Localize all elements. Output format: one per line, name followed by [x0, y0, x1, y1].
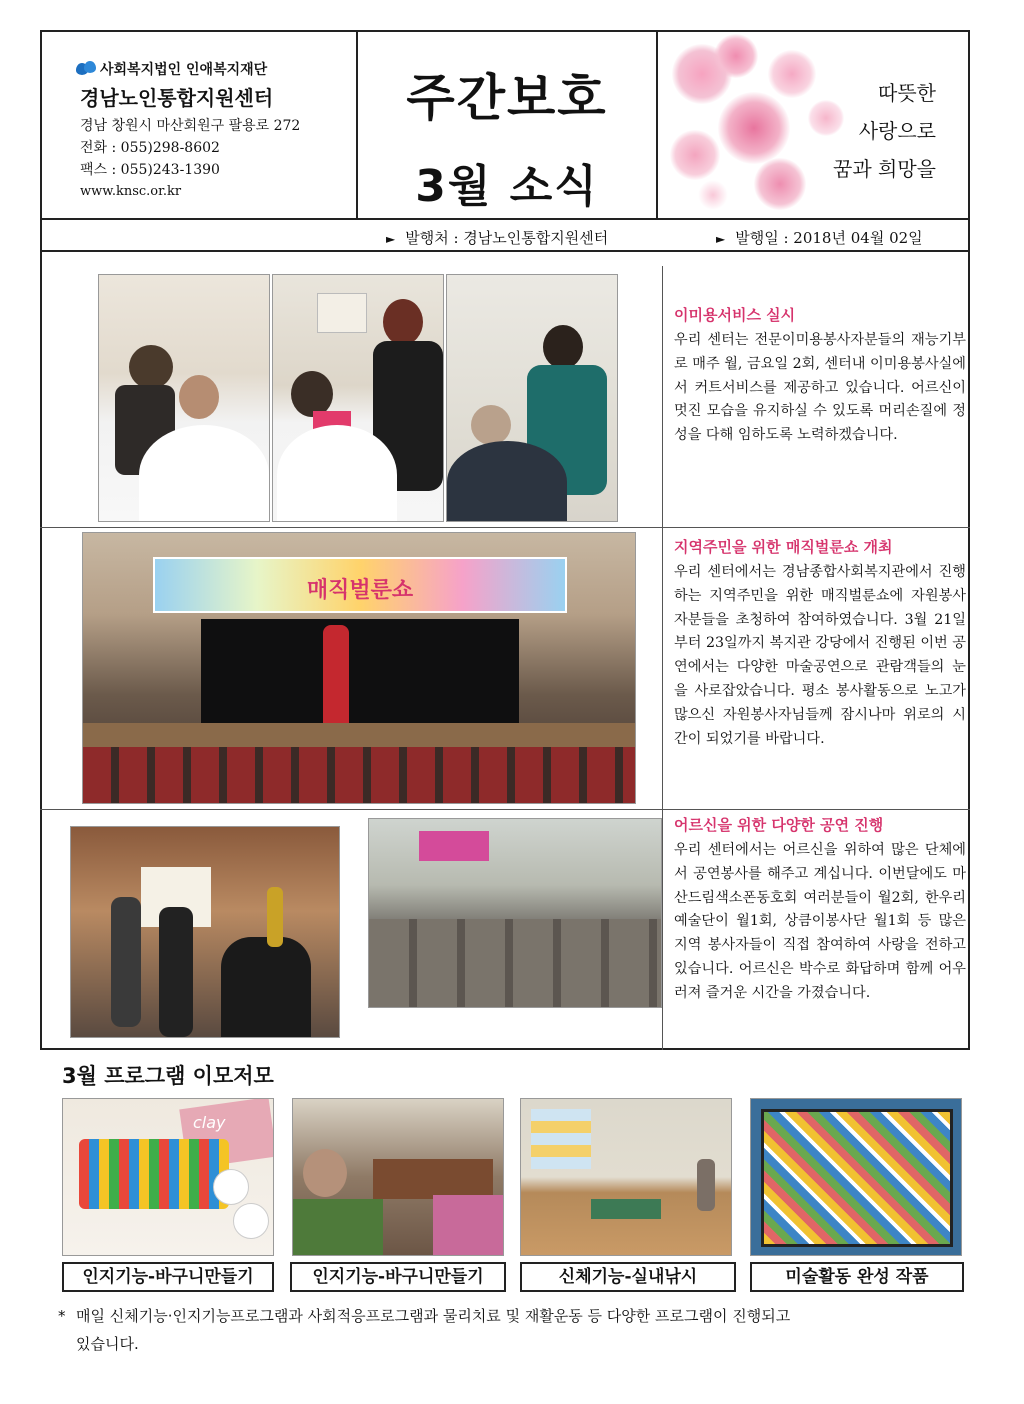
article-body: 우리 센터에서는 경남종합사회복지관에서 진행하는 지역주민을 위한 매직벌룬쇼에 자원봉사자분들을 초청하여 참여하였습니다. 3월 21일부터 23일까지 복지관 강당에서 진행된 이번 공연에서는 다양한 마술공연으로 관람객들의 눈을 사로잡았습니다. 평소 봉사활동으로 노고가 많으신 자원봉사자님들께 잠시나마 위로의 시간이 되었기를 바랍니다.	[674, 564, 966, 747]
center-name: 경남노인통합지원센터	[80, 86, 274, 110]
address: 경남 창원시 마산회원구 팔용로 272	[80, 118, 301, 134]
program-caption-2: 인지기능-바구니만들기	[290, 1262, 506, 1292]
article-haircut	[674, 304, 966, 448]
slogan-line-3: 꿈과 희망을	[833, 157, 936, 181]
note-line-2: 있습니다.	[76, 1335, 139, 1353]
haircut-photo-1	[98, 274, 270, 522]
publisher-text: 발행처 : 경남노인통합지원센터	[405, 229, 609, 247]
footer-note	[58, 1302, 958, 1358]
article-row-haircut	[40, 266, 970, 528]
program-photo-basket-2	[292, 1098, 504, 1256]
craft-label: clay	[193, 1113, 226, 1132]
program-photo-basket-1	[62, 1098, 274, 1256]
note-line-1: 매일 신체기능·인지기능프로그램과 사회적응프로그램과 물리치료 및 재활운동 등 다양한 프로그램이 진행되고	[76, 1307, 791, 1325]
article-title: 어르신을 위한 다양한 공연 진행	[674, 816, 884, 834]
website-link[interactable]: www.knsc.or.kr	[80, 184, 182, 199]
publish-date-text: 발행일 : 2018년 04월 02일	[735, 229, 923, 247]
arrow-right-icon: ►	[716, 232, 726, 246]
article-row-magic-show	[40, 528, 970, 810]
program-caption-4: 미술활동 완성 작품	[750, 1262, 964, 1292]
article-body: 우리 센터는 전문이미용봉사자분들의 재능기부로 매주 월, 금요일 2회, 센터내 이미용봉사실에서 커트서비스를 제공하고 있습니다. 어르신이 멋진 모습을 유지하실 수 있도록 머리손질에 정성을 다해 임하도록 노력하겠습니다.	[674, 332, 966, 444]
program-photo-artwork	[750, 1098, 962, 1256]
slogan-line-2: 사랑으로	[858, 119, 936, 143]
program-caption-3: 신체기능-실내낚시	[520, 1262, 736, 1292]
program-caption-1: 인지기능-바구니만들기	[62, 1262, 274, 1292]
phone: 전화 : 055)298-8602	[80, 140, 220, 156]
audience-performance-photo	[368, 818, 662, 1008]
saxophone-photo	[70, 826, 340, 1038]
banner-text: 매직벌룬쇼	[306, 578, 414, 603]
foundation-name: 사회복지법인 인애복지재단	[100, 62, 268, 78]
article-magic-show	[674, 536, 966, 751]
note-asterisk: *	[58, 1307, 66, 1325]
article-title: 지역주민을 위한 매직벌룬쇼 개최	[674, 538, 893, 556]
program-photo-fishing	[520, 1098, 732, 1256]
haircut-photo-3	[446, 274, 618, 522]
slogan-line-1: 따뜻한	[878, 81, 936, 105]
article-body: 우리 센터에서는 어르신을 위하여 많은 단체에서 공연봉사를 해주고 계십니다. 이번달에도 마산드림색소폰동호회 여러분들이 월2회, 한우리예술단이 월1회, 상큼이봉사단 월1회 등 많은 지역 봉사자들이 직접 참여하여 사랑을 전하고 있습니다. 어르신은 박수로 화답하며 함께 어우러져 즐거운 시간을 가졌습니다.	[674, 842, 966, 1001]
newsletter-subtitle: 3월 소식	[415, 161, 599, 212]
newsletter-title: 주간보호	[406, 69, 608, 127]
haircut-photo-2	[272, 274, 444, 522]
article-title: 이미용서비스 실시	[674, 306, 796, 324]
program-section-title: 3월 프로그램 이모저모	[62, 1064, 274, 1088]
article-row-performance	[40, 810, 970, 1050]
magic-show-photo	[82, 532, 636, 804]
arrow-right-icon: ►	[386, 232, 396, 246]
article-performance	[674, 814, 966, 1006]
fax: 팩스 : 055)243-1390	[80, 162, 220, 178]
